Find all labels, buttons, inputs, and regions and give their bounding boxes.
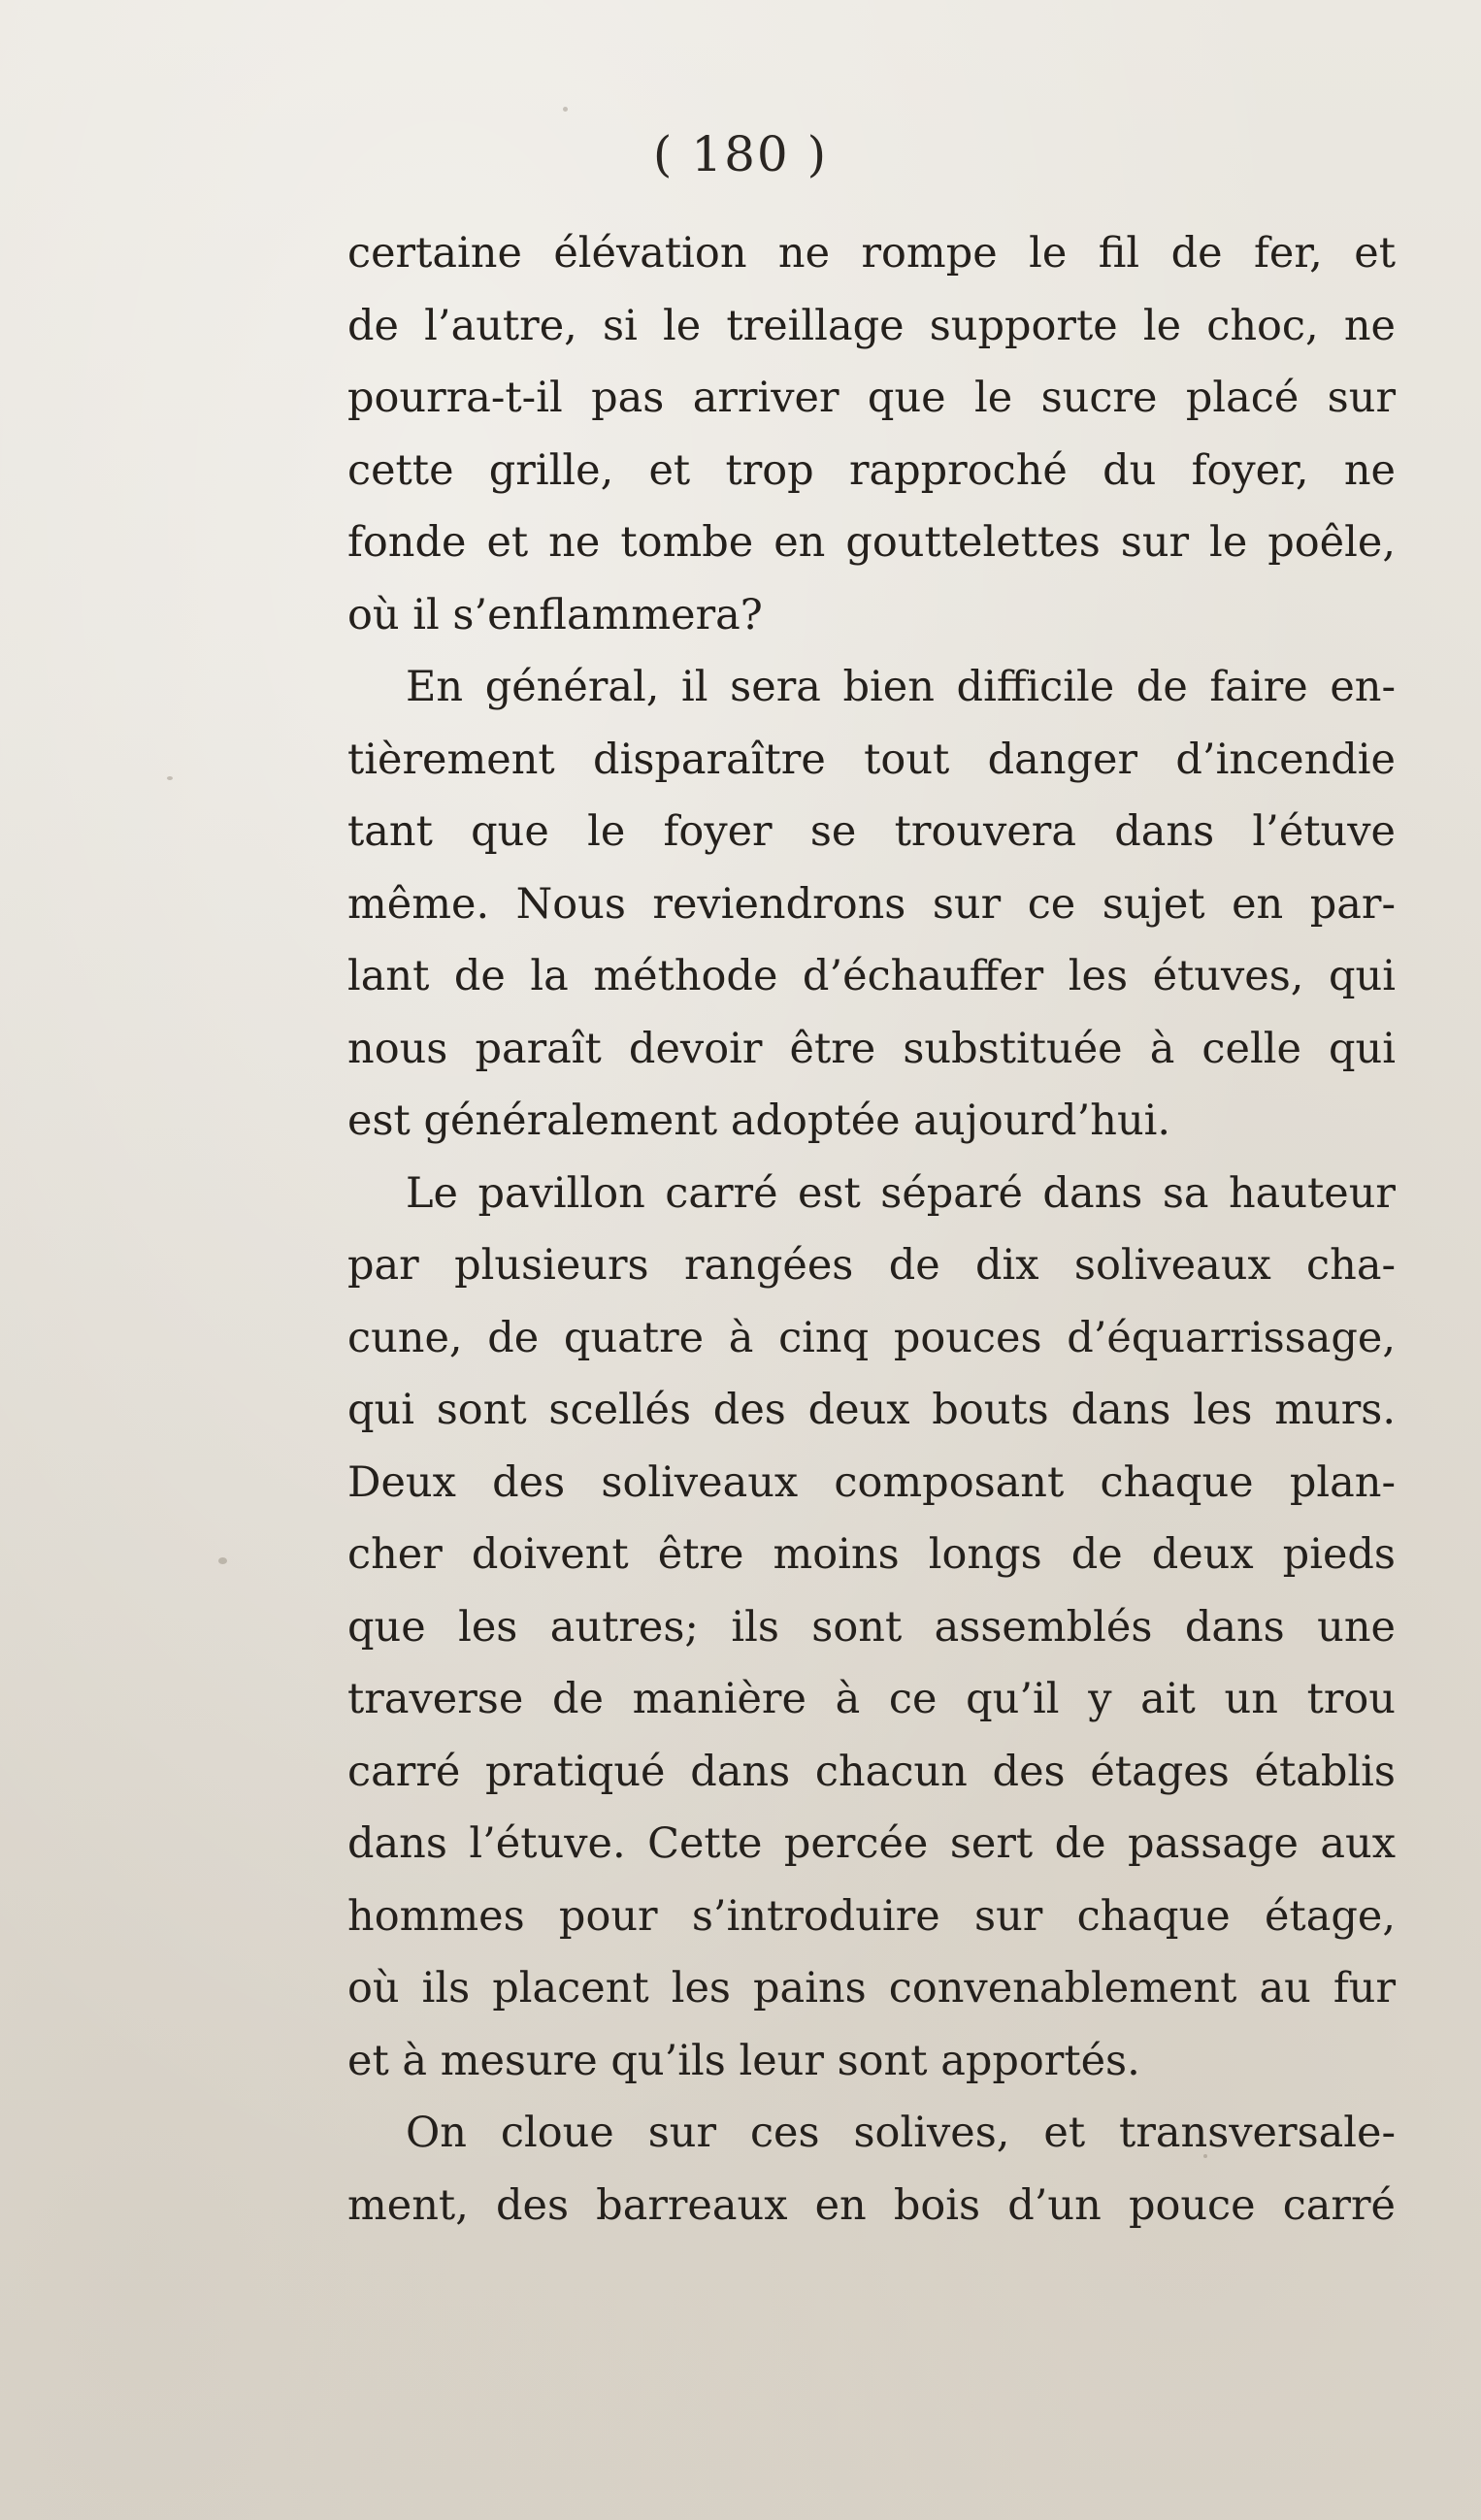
- paper-speck: [563, 107, 568, 112]
- text-line: tièrement disparaître tout danger d’incendie: [347, 735, 1396, 784]
- paragraph-start-line: On cloue sur ces solives, et transversale-: [406, 2109, 1396, 2157]
- text-line: nous paraît devoir être substituée à celle qui: [347, 1024, 1396, 1073]
- text-line: pourra-t-il pas arriver que le sucre placé sur: [347, 374, 1396, 422]
- text-line: lant de la méthode d’échauffer les étuves, qui: [347, 952, 1396, 1000]
- text-line: par plusieurs rangées de dix soliveaux cha-: [347, 1241, 1396, 1290]
- paragraph-start-line: En général, il sera bien difficile de faire en-: [406, 663, 1396, 711]
- text-line: dans l’étuve. Cette percée sert de passage aux: [347, 1819, 1396, 1868]
- text-line: où il s’enflammera?: [347, 590, 763, 639]
- body-text: [347, 217, 1396, 2242]
- text-line: ment, des barreaux en bois d’un pouce carré: [347, 2180, 1396, 2230]
- paper-speck: [167, 776, 173, 780]
- text-line: traverse de manière à ce qu’il y ait un trou: [347, 1675, 1396, 1723]
- text-line: tant que le foyer se trouvera dans l’étuve: [347, 807, 1396, 856]
- text-line: qui sont scellés des deux bouts dans les murs.: [347, 1386, 1396, 1434]
- text-line: de l’autre, si le treillage supporte le choc, ne: [347, 301, 1396, 350]
- text-line: et à mesure qu’ils leur sont apportés.: [347, 2036, 1140, 2085]
- text-line: hommes pour s’introduire sur chaque étage,: [347, 1891, 1396, 1941]
- paper-speck: [218, 1557, 227, 1564]
- page-number: ( 180 ): [652, 126, 829, 182]
- text-line: cune, de quatre à cinq pouces d’équarrissage,: [347, 1313, 1396, 1362]
- text-line: même. Nous reviendrons sur ce sujet en par-: [347, 879, 1396, 929]
- text-line: certaine élévation ne rompe le fil de fer, et: [347, 229, 1396, 278]
- text-line: carré pratiqué dans chacun des étages établis: [347, 1747, 1396, 1796]
- text-line: cette grille, et trop rapproché du foyer, ne: [347, 445, 1396, 495]
- text-line: Deux des soliveaux composant chaque plan-: [347, 1457, 1396, 1507]
- text-line: que les autres; ils sont assemblés dans une: [347, 1602, 1396, 1652]
- text-line: fonde et ne tombe en gouttelettes sur le poêle,: [347, 518, 1396, 567]
- text-line: cher doivent être moins longs de deux pieds: [347, 1530, 1396, 1579]
- text-line: où ils placent les pains convenablement au fur: [347, 1964, 1396, 2013]
- paragraph-start-line: Le pavillon carré est séparé dans sa hauteur: [406, 1168, 1396, 1218]
- text-line: est généralement adoptée aujourd’hui.: [347, 1096, 1171, 1145]
